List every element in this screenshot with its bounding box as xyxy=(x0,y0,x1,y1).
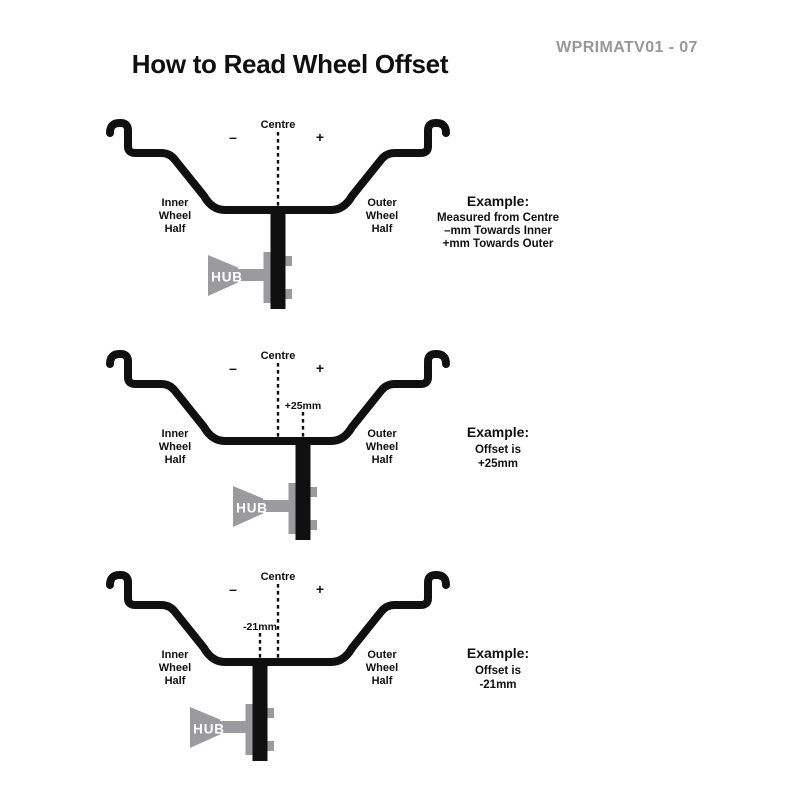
example-line: –mm Towards Inner xyxy=(444,225,552,237)
diagram-positive-offset xyxy=(110,350,529,540)
example-heading: Example: xyxy=(466,424,530,440)
plus-sign-label: + xyxy=(315,360,325,376)
inner-label-line: Half xyxy=(164,454,186,466)
offset-value-label: -21mm xyxy=(243,621,277,633)
outer-label-line: Outer xyxy=(367,649,397,661)
outer-label-line: Half xyxy=(371,223,393,235)
inner-label-line: Inner xyxy=(161,197,189,209)
plus-sign-label: + xyxy=(315,581,325,597)
inner-wheel-half-label xyxy=(159,197,191,235)
inner-label-line: Inner xyxy=(161,428,189,440)
diagram-negative-offset xyxy=(110,571,529,761)
outer-label-line: Wheel xyxy=(365,662,399,674)
outer-label-line: Half xyxy=(371,454,393,466)
example-line: Measured from Centre xyxy=(436,212,560,224)
example-line: -21mm xyxy=(479,679,517,691)
example-line: Offset is xyxy=(474,665,522,677)
example-block-2 xyxy=(467,424,529,470)
example-line: +25mm xyxy=(478,458,518,470)
inner-label-line: Wheel xyxy=(158,210,192,222)
example-block-1 xyxy=(437,193,559,250)
example-heading: Example: xyxy=(466,645,530,661)
inner-wheel-half-label xyxy=(159,649,191,687)
example-block-3 xyxy=(467,645,529,691)
example-line: +mm Towards Outer xyxy=(442,238,554,250)
outer-wheel-half-label xyxy=(366,197,398,235)
outer-label-line: Half xyxy=(371,675,393,687)
centre-label: Centre xyxy=(260,350,296,362)
minus-sign-label: – xyxy=(229,360,237,376)
hub-label: HUB xyxy=(211,269,243,285)
hub-label: HUB xyxy=(236,500,268,516)
inner-wheel-half-label xyxy=(159,428,191,466)
centre-label: Centre xyxy=(260,119,296,131)
example-line: Offset is xyxy=(474,444,522,456)
inner-label-line: Half xyxy=(164,675,186,687)
wheel-mounting-bar xyxy=(271,209,286,309)
page-title: How to Read Wheel Offset xyxy=(131,49,449,79)
outer-label-line: Wheel xyxy=(365,210,399,222)
inner-label-line: Half xyxy=(164,223,186,235)
plus-sign-label: + xyxy=(315,129,325,145)
inner-label-line: Wheel xyxy=(158,662,192,674)
inner-label-line: Wheel xyxy=(158,441,192,453)
outer-label-line: Outer xyxy=(367,197,397,209)
inner-label-line: Inner xyxy=(161,649,189,661)
wheel-mounting-bar xyxy=(253,661,268,761)
example-heading: Example: xyxy=(466,193,530,209)
hub-label: HUB xyxy=(193,721,225,737)
offset-value-label: +25mm xyxy=(284,400,322,412)
outer-label-line: Wheel xyxy=(365,441,399,453)
hub-assembly xyxy=(208,209,292,309)
minus-sign-label: – xyxy=(229,581,237,597)
wheel-mounting-bar xyxy=(296,440,311,540)
doc-code: WPRIMATV01 - 07 xyxy=(556,39,698,56)
outer-label-line: Outer xyxy=(367,428,397,440)
outer-wheel-half-label xyxy=(366,649,398,687)
diagram-centre-reference xyxy=(110,119,559,309)
outer-wheel-half-label xyxy=(366,428,398,466)
minus-sign-label: – xyxy=(229,129,237,145)
centre-label: Centre xyxy=(260,571,296,583)
